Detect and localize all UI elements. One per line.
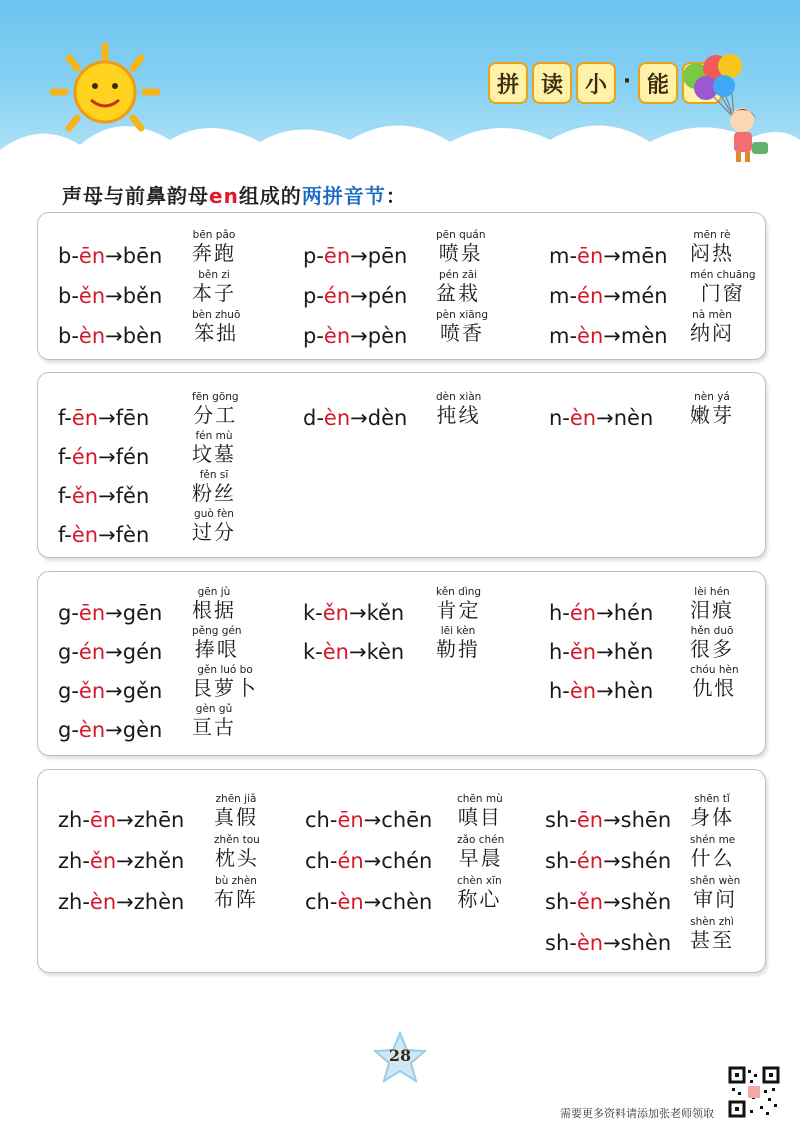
example-word	[192, 508, 236, 544]
example-word	[192, 430, 236, 466]
word-hanzi: 甚至	[690, 928, 734, 952]
initial: f-	[58, 523, 72, 547]
result-syllable: →gèn	[105, 718, 163, 742]
word-hanzi: 根据	[192, 598, 236, 622]
rhyme: ěn	[322, 601, 349, 625]
title-char: 小	[576, 62, 616, 104]
initial: d-	[303, 406, 324, 430]
example-word	[690, 309, 734, 345]
example-word	[214, 834, 260, 870]
initial: f-	[58, 406, 72, 430]
word-pinyin: mén chuāng	[690, 269, 756, 281]
title-char: 拼	[488, 62, 528, 104]
rhyme: én	[78, 640, 106, 664]
initial: f-	[58, 445, 72, 469]
word-hanzi: 称心	[457, 887, 502, 911]
result-syllable: →běn	[105, 284, 163, 308]
word-pinyin: chóu hèn	[690, 664, 739, 676]
word-hanzi: 亘古	[192, 715, 236, 739]
initial: g-	[58, 718, 79, 742]
rhyme: èn	[576, 931, 604, 955]
word-hanzi: 盆栽	[436, 281, 480, 305]
initial: sh-	[545, 849, 577, 873]
spelling-formula	[305, 890, 432, 914]
initial: zh-	[58, 890, 90, 914]
spelling-formula	[58, 523, 149, 547]
page-number: 28	[388, 1046, 412, 1065]
word-hanzi: 什么	[690, 846, 735, 870]
word-hanzi: 粉丝	[192, 481, 236, 505]
spelling-formula	[549, 324, 668, 348]
rhyme: èn	[78, 718, 106, 742]
example-word	[690, 875, 740, 911]
word-pinyin: nà mèn	[692, 309, 732, 321]
rhyme: ēn	[323, 244, 351, 268]
initial: ch-	[305, 808, 338, 832]
result-syllable: →hěn	[596, 640, 654, 664]
result-syllable: →shèn	[603, 931, 672, 955]
rhyme: én	[569, 601, 597, 625]
initial: b-	[58, 284, 79, 308]
initial: zh-	[58, 808, 90, 832]
word-pinyin: lèi hén	[694, 586, 730, 598]
word-pinyin: fēn gōng	[192, 391, 239, 403]
spelling-formula	[58, 406, 149, 430]
spelling-formula	[58, 484, 149, 508]
result-syllable: →hén	[596, 601, 654, 625]
result-syllable: →chēn	[363, 808, 433, 832]
word-hanzi: 早晨	[458, 846, 503, 870]
word-pinyin: nèn yá	[694, 391, 730, 403]
word-pinyin: chēn mù	[457, 793, 503, 805]
spelling-formula	[58, 445, 149, 469]
spelling-formula	[303, 640, 404, 664]
example-word	[457, 834, 504, 870]
word-hanzi: 仇恨	[692, 676, 737, 700]
initial: h-	[549, 640, 570, 664]
rhyme: èn	[569, 406, 597, 430]
example-word	[214, 793, 258, 829]
spelling-formula	[545, 849, 671, 873]
word-pinyin: mēn rè	[693, 229, 731, 241]
result-syllable: →zhēn	[116, 808, 185, 832]
example-word	[690, 793, 734, 829]
word-pinyin: kěn dìng	[436, 586, 482, 598]
result-syllable: →zhèn	[116, 890, 185, 914]
example-word	[192, 469, 236, 505]
result-syllable: →bēn	[105, 244, 163, 268]
word-hanzi: 闷热	[690, 241, 734, 265]
spelling-formula	[58, 890, 184, 914]
result-syllable: →fén	[98, 445, 150, 469]
word-hanzi: 布阵	[214, 887, 258, 911]
rhyme: ěn	[78, 679, 106, 703]
rhyme: én	[576, 849, 604, 873]
spelling-formula	[549, 244, 668, 268]
spelling-formula	[58, 808, 184, 832]
word-hanzi: 很多	[690, 637, 734, 661]
rhyme: én	[337, 849, 364, 873]
word-hanzi: 身体	[690, 805, 734, 829]
result-syllable: →fēn	[98, 406, 150, 430]
rhyme: èn	[78, 324, 106, 348]
word-pinyin: fén mù	[195, 430, 233, 442]
initial: p-	[303, 244, 324, 268]
rhyme: èn	[577, 324, 604, 348]
example-word	[192, 703, 236, 739]
spelling-formula	[303, 244, 407, 268]
result-syllable: →dèn	[350, 406, 408, 430]
sun-icon	[45, 40, 165, 150]
result-syllable: →gěn	[105, 679, 163, 703]
result-syllable: →shén	[603, 849, 672, 873]
word-hanzi: 肯定	[436, 598, 481, 622]
rhyme: èn	[337, 890, 364, 914]
example-word	[690, 625, 734, 661]
word-pinyin: hěn duō	[690, 625, 734, 637]
subtitle-prefix: 声母与前鼻韵母	[62, 184, 209, 208]
initial: ch-	[305, 890, 338, 914]
spelling-formula	[58, 640, 162, 664]
result-syllable: →mēn	[603, 244, 668, 268]
title-char: 读	[532, 62, 572, 104]
word-hanzi: 过分	[192, 520, 236, 544]
result-syllable: →kèn	[348, 640, 405, 664]
word-pinyin: lēi kèn	[440, 625, 476, 637]
example-word	[436, 625, 480, 661]
example-word	[192, 625, 242, 661]
word-pinyin: gèn gǔ	[195, 703, 233, 715]
word-hanzi: 分工	[193, 403, 238, 427]
title-char: ·	[622, 68, 632, 94]
spelling-formula	[303, 284, 407, 308]
example-word	[690, 269, 756, 305]
example-word	[457, 793, 503, 829]
word-hanzi: 本子	[192, 281, 236, 305]
initial: ch-	[305, 849, 338, 873]
result-syllable: →chèn	[363, 890, 433, 914]
initial: b-	[58, 244, 79, 268]
initial: n-	[549, 406, 570, 430]
spelling-formula	[303, 406, 407, 430]
rhyme: ěn	[78, 284, 106, 308]
result-syllable: →gēn	[105, 601, 163, 625]
word-hanzi: 奔跑	[192, 241, 236, 265]
word-hanzi: 真假	[214, 805, 258, 829]
result-syllable: →nèn	[596, 406, 654, 430]
example-word	[457, 875, 502, 911]
spelling-formula	[549, 640, 653, 664]
rhyme: èn	[323, 406, 351, 430]
word-pinyin: dèn xiàn	[436, 391, 482, 403]
spelling-formula	[58, 679, 162, 703]
word-hanzi: 喷香	[440, 321, 484, 345]
rhyme: èn	[71, 523, 99, 547]
initial: k-	[303, 640, 323, 664]
word-pinyin: guò fèn	[194, 508, 234, 520]
spelling-formula	[58, 284, 162, 308]
example-word	[690, 834, 735, 870]
word-pinyin: zǎo chén	[457, 834, 505, 846]
rhyme: ēn	[71, 406, 99, 430]
rhyme: ěn	[576, 890, 604, 914]
result-syllable: →bèn	[105, 324, 163, 348]
initial: p-	[303, 324, 324, 348]
initial: sh-	[545, 931, 577, 955]
initial: zh-	[58, 849, 90, 873]
spelling-formula	[58, 324, 162, 348]
result-syllable: →pēn	[350, 244, 408, 268]
result-syllable: →pèn	[350, 324, 408, 348]
result-syllable: →hèn	[596, 679, 654, 703]
example-word	[214, 875, 258, 911]
result-syllable: →fèn	[98, 523, 150, 547]
word-pinyin: zhěn tou	[214, 834, 260, 846]
spelling-formula	[58, 849, 184, 873]
spelling-formula	[58, 244, 162, 268]
rhyme: ěn	[71, 484, 99, 508]
word-pinyin: shěn wèn	[690, 875, 741, 887]
rhyme: ēn	[337, 808, 364, 832]
spelling-formula	[549, 601, 653, 625]
rhyme: ēn	[577, 244, 604, 268]
qr-code-icon	[728, 1066, 780, 1118]
example-word	[436, 309, 488, 345]
word-pinyin: chèn xīn	[457, 875, 502, 887]
rhyme: èn	[569, 679, 597, 703]
rhyme: én	[323, 284, 351, 308]
rhyme: ēn	[78, 244, 106, 268]
word-pinyin: gēn jù	[197, 586, 231, 598]
word-hanzi: 艮萝卜	[192, 676, 258, 700]
result-syllable: →pén	[350, 284, 408, 308]
example-word	[192, 269, 236, 305]
example-word	[690, 664, 739, 700]
word-pinyin: shèn zhì	[690, 916, 734, 928]
word-pinyin: pēn quán	[436, 229, 486, 241]
spelling-formula	[545, 808, 671, 832]
initial: m-	[549, 284, 578, 308]
rhyme: èn	[89, 890, 117, 914]
word-pinyin: bèn zhuō	[192, 309, 241, 321]
initial: h-	[549, 601, 570, 625]
result-syllable: →gén	[105, 640, 163, 664]
rhyme: ēn	[576, 808, 604, 832]
subtitle-middle: 组成的	[238, 184, 302, 208]
word-pinyin: fěn sī	[199, 469, 229, 481]
rhyme: èn	[322, 640, 349, 664]
result-syllable: →shěn	[603, 890, 672, 914]
example-word	[192, 229, 236, 265]
spelling-formula	[303, 324, 407, 348]
spelling-formula	[549, 284, 668, 308]
example-word	[436, 586, 481, 622]
spelling-formula	[545, 890, 671, 914]
subtitle-rhyme: en	[209, 184, 239, 208]
rhyme: én	[71, 445, 99, 469]
initial: m-	[549, 244, 578, 268]
word-pinyin: běn zi	[198, 269, 230, 281]
spelling-formula	[305, 808, 432, 832]
word-hanzi: 扽线	[436, 403, 481, 427]
initial: p-	[303, 284, 324, 308]
initial: m-	[549, 324, 578, 348]
spelling-formula	[303, 601, 404, 625]
initial: g-	[58, 640, 79, 664]
subtitle	[62, 180, 407, 209]
result-syllable: →fěn	[98, 484, 150, 508]
result-syllable: →kěn	[348, 601, 405, 625]
spelling-formula	[549, 406, 653, 430]
example-word	[436, 229, 486, 265]
footer-note: 需要更多资料请添加张老师领取	[560, 1107, 714, 1120]
result-syllable: →mén	[603, 284, 668, 308]
rhyme: ěn	[89, 849, 117, 873]
word-hanzi: 枕头	[214, 846, 259, 870]
girl-with-balloons-icon	[672, 48, 782, 168]
subtitle-suffix: ：	[385, 184, 407, 208]
subtitle-highlight: 两拼音节	[301, 184, 386, 208]
word-pinyin: shén me	[690, 834, 736, 846]
initial: f-	[58, 484, 72, 508]
initial: g-	[58, 601, 79, 625]
word-hanzi: 泪痕	[690, 598, 734, 622]
initial: k-	[303, 601, 323, 625]
initial: g-	[58, 679, 79, 703]
example-word	[690, 391, 734, 427]
example-word	[690, 586, 734, 622]
word-hanzi: 坟墓	[192, 442, 236, 466]
word-hanzi: 审问	[693, 887, 738, 911]
title-char: 能	[638, 62, 678, 104]
result-syllable: →chén	[363, 849, 433, 873]
spelling-formula	[545, 931, 671, 955]
rhyme: èn	[323, 324, 351, 348]
example-word	[436, 269, 480, 305]
word-hanzi: 嫩芽	[690, 403, 734, 427]
example-word	[192, 664, 258, 700]
spelling-formula	[305, 849, 432, 873]
rhyme: ēn	[89, 808, 117, 832]
example-word	[192, 391, 239, 427]
word-pinyin: zhēn jiǎ	[215, 793, 257, 805]
word-pinyin: pèn xiāng	[436, 309, 489, 321]
word-pinyin: bù zhèn	[215, 875, 257, 887]
word-hanzi: 勒掯	[436, 637, 480, 661]
word-hanzi: 门窗	[700, 281, 745, 305]
word-hanzi: 喷泉	[438, 241, 483, 265]
spelling-formula	[58, 718, 162, 742]
example-word	[192, 309, 240, 345]
result-syllable: →shēn	[603, 808, 672, 832]
result-syllable: →mèn	[603, 324, 668, 348]
word-pinyin: pěng gén	[192, 625, 242, 637]
example-word	[192, 586, 236, 622]
word-pinyin: pén zāi	[439, 269, 477, 281]
spelling-formula	[549, 679, 653, 703]
word-pinyin: bēn pǎo	[192, 229, 236, 241]
word-pinyin: gěn luó bo	[197, 664, 253, 676]
initial: b-	[58, 324, 79, 348]
rhyme: ěn	[569, 640, 597, 664]
example-word	[436, 391, 481, 427]
word-hanzi: 纳闷	[690, 321, 734, 345]
word-hanzi: 笨拙	[194, 321, 239, 345]
word-pinyin: shēn tǐ	[694, 793, 730, 805]
initial: sh-	[545, 890, 577, 914]
example-word	[690, 229, 734, 265]
word-hanzi: 嗔目	[457, 805, 502, 829]
result-syllable: →zhěn	[116, 849, 185, 873]
word-hanzi: 捧哏	[194, 637, 239, 661]
rhyme: én	[577, 284, 604, 308]
example-word	[690, 916, 734, 952]
spelling-formula	[58, 601, 162, 625]
initial: h-	[549, 679, 570, 703]
initial: sh-	[545, 808, 577, 832]
rhyme: ēn	[78, 601, 106, 625]
